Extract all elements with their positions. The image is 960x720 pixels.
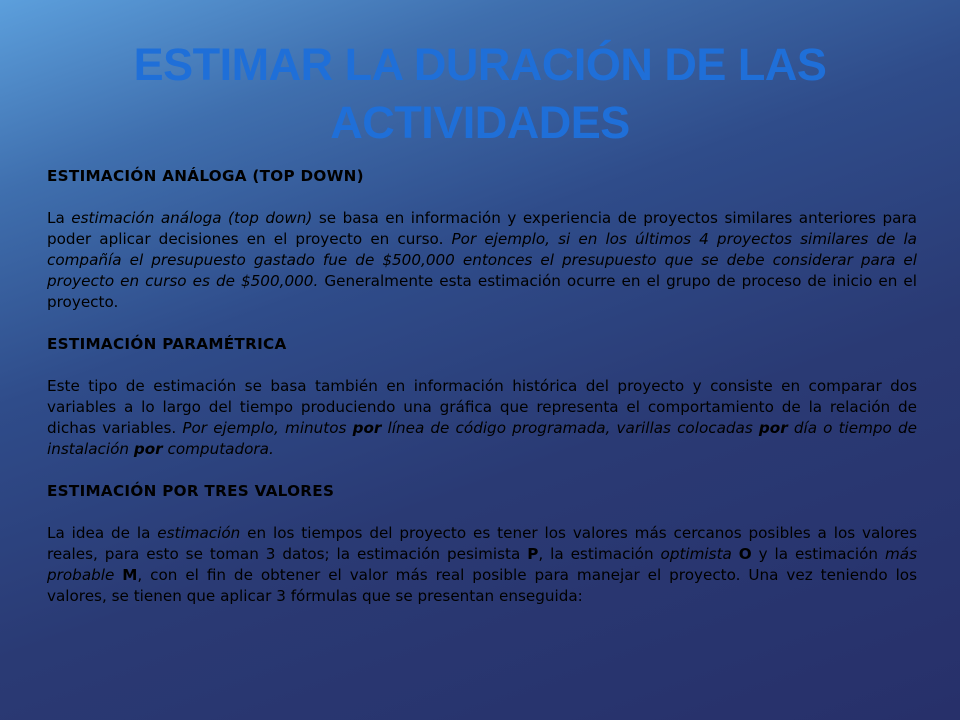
text-span: computadora.	[162, 440, 274, 458]
bold-letter-m: M	[122, 566, 138, 584]
text-span: Por ejemplo, minutos	[182, 419, 353, 437]
text-span: se basa en información y experiencia de proyectos similares anteriores para poder aplicar decisiones en el proyecto en curso.	[47, 209, 917, 248]
slide-title: ESTIMAR LA DURACIÓN DE LAS ACTIVIDADES	[133, 39, 827, 148]
bold-letter-p: P	[527, 545, 539, 563]
text-span	[732, 545, 739, 563]
text-span: y la estimación	[751, 545, 885, 563]
italic-term: estimación análoga (top down)	[71, 209, 313, 227]
bold-letter-o: O	[738, 545, 752, 563]
text-span: en los tiempos del proyecto es tener los valores más cercanos posibles a los valores reales, para esto se toman 3 datos; la estimación pesimista	[47, 524, 917, 563]
text-span: Este tipo de estimación se basa también en información histórica del proyecto y consiste en comparar dos variables a lo largo del tiempo produciendo una gráfica que representa el comportamiento de la relación de dichas variables.	[47, 377, 917, 437]
section-paragraph-parametrica	[47, 376, 917, 460]
italic-term: optimista	[660, 545, 732, 563]
section-paragraph-analoga	[47, 208, 917, 313]
italic-term: más probable	[47, 545, 917, 584]
text-span: La idea de la	[47, 524, 158, 542]
text-span: , la estimación	[538, 545, 661, 563]
text-span: , con el fin de obtener el valor más real posible para manejar el proyecto. Una vez teniendo los valores, se tienen que aplicar 3 fórmulas que se presentan enseguida:	[47, 566, 918, 605]
text-span: día o tiempo de instalación	[47, 419, 917, 458]
bold-word: por	[133, 440, 163, 458]
section-paragraph-tres-valores	[47, 523, 917, 607]
italic-term: estimación	[157, 524, 241, 542]
bold-word: por	[758, 419, 788, 437]
bold-word: por	[352, 419, 382, 437]
section-heading-analoga: ESTIMACIÓN ANÁLOGA (TOP DOWN)	[47, 167, 364, 185]
slide-content	[47, 166, 917, 628]
text-span: La	[47, 209, 72, 227]
section-heading-tres-valores: ESTIMACIÓN POR TRES VALORES	[47, 482, 335, 500]
text-span: línea de código programada, varillas colocadas	[381, 419, 759, 437]
italic-example: Por ejemplo, si en los últimos 4 proyectos similares de la compañía el presupuesto gastado fue de $500,000 entonces el presupuesto que se debe considerar para el proyecto en curso es de $500,000.	[47, 230, 917, 290]
text-span: Generalmente esta estimación ocurre en el grupo de proceso de inicio en el proyecto.	[47, 272, 917, 311]
section-heading-parametrica: ESTIMACIÓN PARAMÉTRICA	[47, 335, 287, 353]
